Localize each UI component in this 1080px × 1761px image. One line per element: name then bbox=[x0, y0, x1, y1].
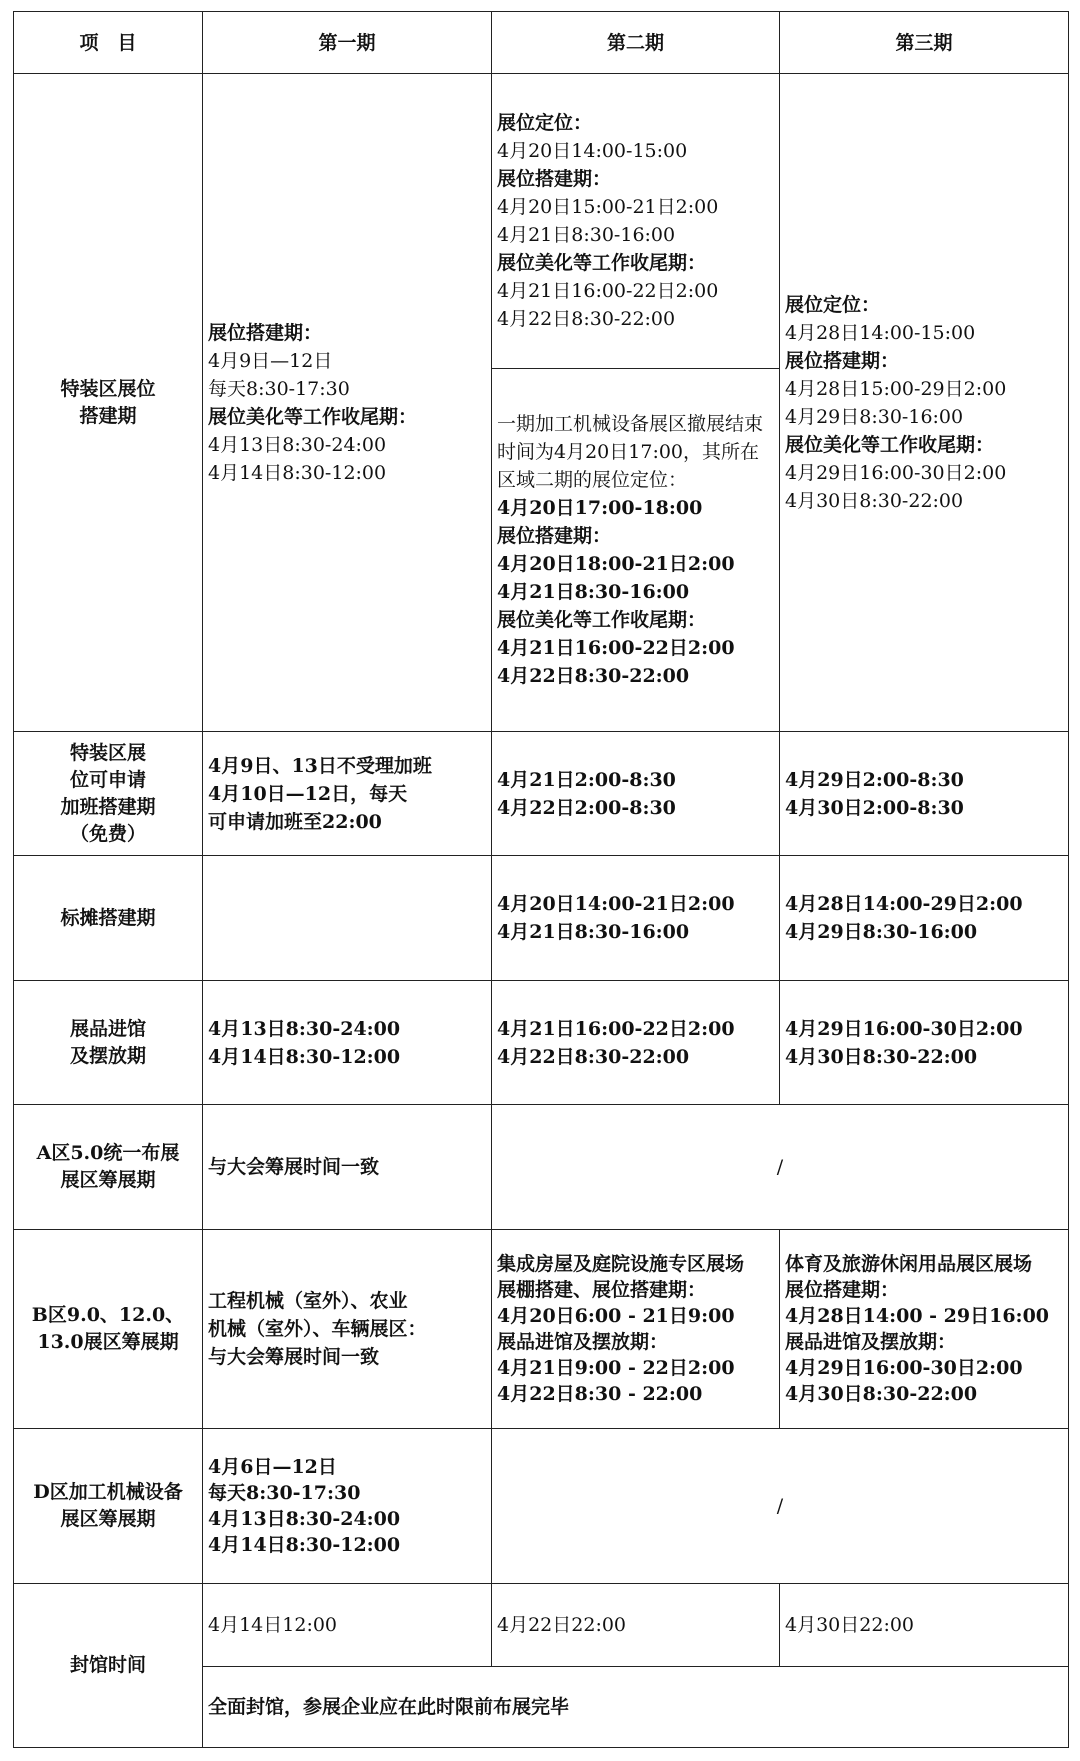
overtime-phase1 bbox=[203, 731, 492, 856]
special-build-phase3-line: 展位美化等工作收尾期： bbox=[785, 433, 995, 456]
overtime-phase3-line: 4月30日2:00-8:30 bbox=[785, 796, 964, 819]
special-build-phase3-line: 4月29日8:30-16:00 bbox=[785, 405, 964, 428]
label-overtime-line: 特装区展 bbox=[69, 741, 146, 764]
row-zone-a bbox=[14, 1105, 1069, 1230]
special-build-phase2-lines-line: 4月21日16:00-22日2:00 bbox=[497, 637, 735, 660]
closing-note: 全面封馆，参展企业应在此时限前布展完毕 bbox=[203, 1666, 1069, 1747]
zone-b-phase3-line: 4月28日14:00 - 29日16:00 bbox=[785, 1304, 1050, 1327]
row-zone-d bbox=[14, 1428, 1069, 1584]
zone-b-phase2-line: 展品进馆及摆放期： bbox=[497, 1330, 669, 1353]
special-build-phase1-line: 展位搭建期： bbox=[208, 321, 323, 344]
exhibits-phase3 bbox=[780, 980, 1069, 1105]
standard-phase3-line: 4月28日14:00-29日2:00 bbox=[785, 893, 1023, 916]
special-build-phase2-top-line: 4月22日8:30-22:00 bbox=[497, 308, 676, 331]
label-special-build bbox=[14, 74, 203, 732]
special-build-phase3-line: 4月30日8:30-22:00 bbox=[785, 489, 964, 512]
special-build-phase2-lines-line: 展位搭建期： bbox=[497, 525, 612, 548]
overtime-phase3-line: 4月29日2:00-8:30 bbox=[785, 768, 964, 791]
closing-phase2: 4月22日22:00 bbox=[492, 1584, 780, 1666]
label-zone-a-line: A区5.0统一布展 bbox=[36, 1142, 180, 1165]
standard-phase2-line: 4月20日14:00-21日2:00 bbox=[497, 893, 735, 916]
zone-d-phase1-line: 4月6日—12日 bbox=[208, 1456, 337, 1478]
exhibits-phase2-line: 4月21日16:00-22日2:00 bbox=[497, 1017, 735, 1040]
special-build-phase2-top-line: 展位搭建期： bbox=[497, 168, 612, 191]
header-phase2: 第二期 bbox=[492, 12, 780, 74]
zone-d-phase1-line: 每天8:30-17:30 bbox=[208, 1482, 361, 1504]
special-build-phase2-top bbox=[492, 74, 780, 369]
label-zone-b-line: B区9.0、12.0、 bbox=[31, 1303, 185, 1326]
zone-b-phase1-line: 工程机械（室外）、农业 bbox=[208, 1289, 408, 1312]
overtime-phase1-line: 可申请加班至22:00 bbox=[208, 810, 382, 833]
zone-b-phase3-line: 体育及旅游休闲用品展区展场 bbox=[785, 1252, 1033, 1275]
standard-phase3-line: 4月29日8:30-16:00 bbox=[785, 921, 978, 944]
special-build-phase1-line: 每天8:30-17:30 bbox=[208, 377, 350, 400]
row-exhibits bbox=[14, 980, 1069, 1105]
special-build-phase1-line: 展位美化等工作收尾期： bbox=[208, 405, 418, 428]
label-exhibits bbox=[14, 980, 203, 1105]
special-build-phase1 bbox=[203, 74, 492, 732]
schedule-table bbox=[13, 11, 1069, 1748]
special-build-phase1-line: 4月13日8:30-24:00 bbox=[208, 433, 387, 456]
header-row bbox=[14, 12, 1069, 74]
row-special-build-top bbox=[14, 74, 1069, 369]
special-build-phase2-top-line: 4月20日14:00-15:00 bbox=[497, 140, 688, 163]
zone-b-phase1-line: 与大会筹展时间一致 bbox=[208, 1345, 380, 1368]
special-build-phase3-line: 4月28日14:00-15:00 bbox=[785, 321, 976, 344]
label-closing-line: 封馆时间 bbox=[69, 1654, 146, 1677]
label-special-build-line: 特装区展位 bbox=[60, 377, 156, 400]
special-build-phase3-line: 展位定位： bbox=[785, 293, 881, 316]
special-build-phase2-bottom bbox=[492, 369, 780, 731]
zone-b-phase1 bbox=[203, 1229, 492, 1428]
exhibits-phase1-line: 4月13日8:30-24:00 bbox=[208, 1017, 401, 1040]
row-closing-top bbox=[14, 1584, 1069, 1666]
exhibits-phase1 bbox=[203, 980, 492, 1105]
zone-d-phase1-line: 4月14日8:30-12:00 bbox=[208, 1534, 401, 1556]
special-build-phase2-lines-line: 4月20日17:00-18:00 bbox=[497, 497, 703, 520]
special-build-phase2-lines-line: 4月22日8:30-22:00 bbox=[497, 665, 690, 688]
special-build-phase2-top-line: 4月21日16:00-22日2:00 bbox=[497, 280, 719, 303]
exhibits-phase3-line: 4月30日8:30-22:00 bbox=[785, 1045, 978, 1068]
special-build-phase2-lines-line: 4月21日8:30-16:00 bbox=[497, 581, 690, 604]
zone-b-phase3-line: 4月29日16:00-30日2:00 bbox=[785, 1356, 1023, 1379]
special-build-phase2-top-line: 展位美化等工作收尾期： bbox=[497, 252, 707, 275]
header-phase3: 第三期 bbox=[780, 12, 1069, 74]
label-overtime-line: （免费） bbox=[69, 822, 146, 845]
special-build-phase3-line: 4月29日16:00-30日2:00 bbox=[785, 461, 1007, 484]
zone-a-phase1-line: 与大会筹展时间一致 bbox=[208, 1156, 380, 1179]
label-zone-a bbox=[14, 1105, 203, 1230]
label-special-build-line: 搭建期 bbox=[79, 404, 137, 427]
zone-b-phase2-line: 4月20日6:00 - 21日9:00 bbox=[497, 1304, 735, 1327]
exhibits-phase2-line: 4月22日8:30-22:00 bbox=[497, 1045, 690, 1068]
special-build-phase3-line: 展位搭建期： bbox=[785, 349, 900, 372]
closing-phase3: 4月30日22:00 bbox=[780, 1584, 1069, 1666]
zone-a-phase1 bbox=[203, 1105, 492, 1230]
special-build-phase2-intro: 一期加工机械设备展区撤展结束时间为4月20日17:00，其所在区域二期的展位定位： bbox=[497, 413, 764, 492]
overtime-phase2 bbox=[492, 731, 780, 856]
label-exhibits-line: 展品进馆 bbox=[69, 1017, 146, 1040]
special-build-phase2-top-line: 4月20日15:00-21日2:00 bbox=[497, 196, 719, 219]
standard-phase2 bbox=[492, 856, 780, 981]
label-exhibits-line: 及摆放期 bbox=[69, 1044, 146, 1067]
zone-b-phase2 bbox=[492, 1229, 780, 1428]
special-build-phase2-lines bbox=[497, 494, 774, 690]
row-zone-b bbox=[14, 1229, 1069, 1428]
label-zone-d-line: 展区筹展期 bbox=[60, 1508, 156, 1530]
zone-b-phase3-line: 展位搭建期： bbox=[785, 1278, 900, 1301]
zone-b-phase2-line: 4月21日9:00 - 22日2:00 bbox=[497, 1356, 735, 1379]
label-overtime-line: 加班搭建期 bbox=[60, 795, 156, 818]
label-standard bbox=[14, 856, 203, 981]
row-overtime bbox=[14, 731, 1069, 856]
zone-d-phase1-line: 4月13日8:30-24:00 bbox=[208, 1508, 401, 1530]
zone-b-phase1-line: 机械（室外）、车辆展区： bbox=[208, 1317, 427, 1340]
label-zone-d bbox=[14, 1428, 203, 1584]
closing-phase1: 4月14日12:00 bbox=[203, 1584, 492, 1666]
overtime-phase1-line: 4月10日—12日，每天 bbox=[208, 782, 408, 805]
standard-phase1 bbox=[203, 856, 492, 981]
zone-b-phase2-line: 4月22日8:30 - 22:00 bbox=[497, 1382, 703, 1405]
label-zone-a-line: 展区筹展期 bbox=[60, 1169, 156, 1192]
header-phase1: 第一期 bbox=[203, 12, 492, 74]
standard-phase3 bbox=[780, 856, 1069, 981]
zone-b-phase3-line: 展品进馆及摆放期： bbox=[785, 1330, 957, 1353]
zone-b-phase3 bbox=[780, 1229, 1069, 1428]
special-build-phase2-top-line: 展位定位： bbox=[497, 112, 593, 135]
special-build-phase2-lines-line: 4月20日18:00-21日2:00 bbox=[497, 553, 735, 576]
overtime-phase3 bbox=[780, 731, 1069, 856]
special-build-phase3-line: 4月28日15:00-29日2:00 bbox=[785, 377, 1007, 400]
label-standard-line: 标摊搭建期 bbox=[60, 906, 156, 929]
special-build-phase2-top-line: 4月21日8:30-16:00 bbox=[497, 224, 676, 247]
label-closing bbox=[14, 1584, 203, 1748]
header-item: 项 目 bbox=[14, 12, 203, 74]
zone-a-phase23: / bbox=[492, 1105, 1069, 1230]
special-build-phase1-line: 4月9日—12日 bbox=[208, 349, 333, 372]
overtime-phase2-line: 4月21日2:00-8:30 bbox=[497, 768, 676, 791]
exhibits-phase2 bbox=[492, 980, 780, 1105]
exhibits-phase3-line: 4月29日16:00-30日2:00 bbox=[785, 1017, 1023, 1040]
zone-b-phase2-line: 展棚搭建、展位搭建期： bbox=[497, 1278, 707, 1301]
zone-d-phase23: / bbox=[492, 1428, 1069, 1584]
special-build-phase1-line: 4月14日8:30-12:00 bbox=[208, 461, 387, 484]
overtime-phase2-line: 4月22日2:00-8:30 bbox=[497, 796, 676, 819]
special-build-phase3 bbox=[780, 74, 1069, 732]
label-overtime-line: 位可申请 bbox=[69, 768, 146, 791]
exhibits-phase1-line: 4月14日8:30-12:00 bbox=[208, 1045, 401, 1068]
label-zone-b bbox=[14, 1229, 203, 1428]
zone-b-phase3-line: 4月30日8:30-22:00 bbox=[785, 1382, 978, 1405]
special-build-phase2-lines-line: 展位美化等工作收尾期： bbox=[497, 609, 707, 632]
zone-d-phase1 bbox=[203, 1428, 492, 1584]
zone-b-phase2-line: 集成房屋及庭院设施专区展场 bbox=[497, 1252, 745, 1275]
label-zone-b-line: 13.0展区筹展期 bbox=[37, 1330, 179, 1353]
row-standard bbox=[14, 856, 1069, 981]
standard-phase2-line: 4月21日8:30-16:00 bbox=[497, 921, 690, 944]
overtime-phase1-line: 4月9日、13日不受理加班 bbox=[208, 754, 432, 777]
label-overtime bbox=[14, 731, 203, 856]
label-zone-d-line: D区加工机械设备 bbox=[33, 1481, 183, 1503]
